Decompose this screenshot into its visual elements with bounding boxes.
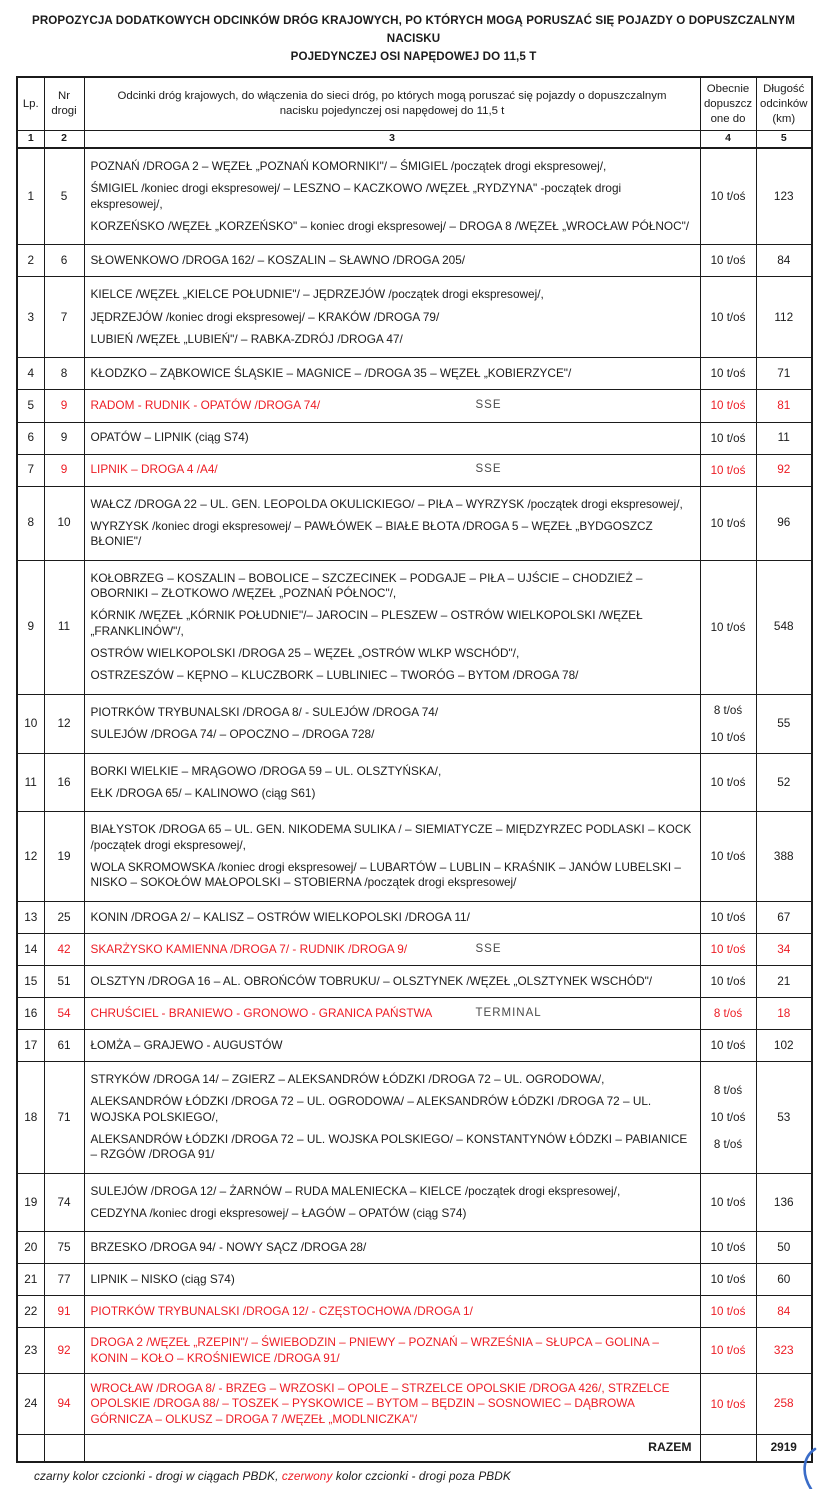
row-road-number: 54	[44, 997, 84, 1029]
row-lp: 10	[17, 694, 44, 753]
row-current-limit	[700, 1296, 756, 1328]
route-segment	[91, 159, 694, 174]
col-header-current-limit: Obecnie dopuszcz one do	[700, 77, 756, 131]
row-description	[84, 997, 700, 1029]
row-length-km: 34	[756, 933, 812, 965]
row-length-km: 102	[756, 1029, 812, 1061]
row-road-number: 7	[44, 277, 84, 358]
route-segment	[91, 646, 694, 661]
summary-label: RAZEM	[84, 1435, 700, 1462]
row-lp: 20	[17, 1232, 44, 1264]
row-road-number: 9	[44, 454, 84, 486]
table-row	[17, 933, 812, 965]
axle-limit-value: 10 t/oś	[710, 399, 746, 413]
route-segment	[91, 860, 694, 891]
axle-limit-value: 10 t/oś	[710, 910, 746, 924]
row-lp: 11	[17, 753, 44, 812]
route-segment-text: KÓRNIK /WĘZEŁ „KÓRNIK POŁUDNIE"/– JAROCIN – PLESZEW – OSTRÓW WIELKOPOLSKI /WĘZEŁ „FRANKLINÓW"/,	[90, 608, 643, 638]
row-road-number: 91	[44, 1296, 84, 1328]
legend-part-black: czarny kolor czcionki - drogi w ciągach PBDK,	[34, 1468, 282, 1483]
table-row	[17, 277, 812, 358]
row-road-number: 8	[44, 358, 84, 390]
row-length-km: 50	[756, 1232, 812, 1264]
document-title	[16, 12, 811, 66]
table-row	[17, 560, 812, 694]
row-road-number: 71	[44, 1062, 84, 1174]
route-segment	[91, 1072, 694, 1087]
axle-limit-value: 10 t/oś	[710, 516, 746, 530]
route-segment	[91, 253, 694, 268]
row-length-km: 258	[756, 1374, 812, 1435]
axle-limit-value: 10 t/oś	[710, 310, 746, 324]
pen-mark	[793, 1447, 821, 1489]
row-length-km: 92	[756, 454, 812, 486]
route-segment-text: KORZEŃSKO /WĘZEŁ „KORZEŃSKO" – koniec drogi ekspresowej/ – DROGA 8 /WĘZEŁ „WROCŁAW PÓŁNOC"/	[90, 219, 690, 234]
row-current-limit	[700, 390, 756, 422]
route-segment	[91, 1006, 694, 1021]
row-lp: 1	[17, 148, 44, 245]
row-road-number: 10	[44, 486, 84, 560]
route-segment-text: OSTRÓW WIELKOPOLSKI /DROGA 25 – WĘZEŁ „OSTRÓW WLKP WSCHÓD"/,	[90, 645, 520, 660]
table-row	[17, 1232, 812, 1264]
route-segment	[91, 398, 694, 413]
route-segment-text: ŚMIGIEL /koniec drogi ekspresowej/ – LESZNO – KACZKOWO /WĘZEŁ „RYDZYNA" -początek drogi ekspresowej/,	[90, 181, 622, 211]
segment-note: SSE	[475, 942, 502, 955]
column-number-1: 1	[17, 131, 44, 148]
row-description	[84, 390, 700, 422]
row-road-number: 75	[44, 1232, 84, 1264]
column-number-3: 3	[84, 131, 700, 148]
route-segment	[91, 705, 694, 720]
row-length-km: 55	[756, 694, 812, 753]
route-segment	[91, 974, 694, 989]
axle-limit-value: 10 t/oś	[710, 463, 746, 477]
route-segment-text: SULEJÓW /DROGA 74/ – OPOCZNO – /DROGA 728/	[90, 727, 375, 742]
segment-note: TERMINAL	[475, 1006, 542, 1019]
summary-total-km: 2919	[756, 1435, 812, 1462]
row-description	[84, 245, 700, 277]
row-lp: 2	[17, 245, 44, 277]
route-segment	[91, 668, 694, 683]
row-current-limit	[700, 148, 756, 245]
row-lp: 24	[17, 1374, 44, 1435]
route-segment-text: BORKI WIELKIE – MRĄGOWO /DROGA 59 – UL. OLSZTYŃSKA/,	[90, 763, 442, 778]
table-row	[17, 1173, 812, 1232]
row-lp: 7	[17, 454, 44, 486]
row-road-number: 9	[44, 390, 84, 422]
road-sections-table	[16, 76, 813, 1463]
axle-limit-value: 10 t/oś	[710, 431, 746, 445]
route-segment	[91, 910, 694, 925]
row-description	[84, 358, 700, 390]
table-row	[17, 1328, 812, 1374]
row-current-limit	[700, 422, 756, 454]
row-lp: 4	[17, 358, 44, 390]
axle-limit-value: 10 t/oś	[710, 974, 746, 988]
row-current-limit	[700, 245, 756, 277]
row-lp: 22	[17, 1296, 44, 1328]
route-segment-text: SŁOWENKOWO /DROGA 162/ – KOSZALIN – SŁAWNO /DROGA 205/	[90, 253, 466, 268]
row-road-number: 19	[44, 812, 84, 901]
row-length-km: 11	[756, 422, 812, 454]
route-segment-text: JĘDRZEJÓW /koniec drogi ekspresowej/ – KRAKÓW /DROGA 79/	[90, 309, 440, 324]
table-row	[17, 390, 812, 422]
route-segment	[91, 519, 694, 550]
route-segment	[91, 430, 694, 445]
route-segment-text: RADOM - RUDNIK - OPATÓW /DROGA 74/	[90, 398, 321, 413]
table-row	[17, 422, 812, 454]
axle-limit-value: 8 t/oś	[713, 703, 743, 717]
route-segment-text: BIAŁYSTOK /DROGA 65 – UL. GEN. NIKODEMA SULIKA / – SIEMIATYCZE – MIĘDZYRZEC PODLASKI – KOCK /początek drogi ekspresowej/,	[90, 822, 692, 852]
column-number-4: 4	[700, 131, 756, 148]
row-current-limit	[700, 753, 756, 812]
row-current-limit	[700, 358, 756, 390]
col-header-nr-drogi: Nr drogi	[44, 77, 84, 131]
row-length-km: 388	[756, 812, 812, 901]
summary-row	[17, 1435, 812, 1462]
route-segment	[91, 219, 694, 234]
row-lp: 15	[17, 965, 44, 997]
route-segment-text: EŁK /DROGA 65/ – KALINOWO (ciąg S61)	[90, 786, 316, 801]
route-segment	[91, 1038, 694, 1053]
route-segment	[91, 366, 694, 381]
table-row	[17, 812, 812, 901]
route-segment-text: PIOTRKÓW TRYBUNALSKI /DROGA 8/ - SULEJÓW /DROGA 74/	[90, 704, 439, 719]
axle-limit-value: 10 t/oś	[710, 254, 746, 268]
route-segment	[91, 1206, 694, 1221]
route-segment-text: OSTRZESZÓW – KĘPNO – KLUCZBORK – LUBLINIEC – TWORÓG – BYTOM /DROGA 78/	[90, 668, 579, 683]
axle-limit-value: 10 t/oś	[710, 850, 746, 863]
table-row	[17, 997, 812, 1029]
table-row	[17, 1029, 812, 1061]
route-segment-text: KŁODZKO – ZĄBKOWICE ŚLĄSKIE – MAGNICE – /DROGA 35 – WĘZEŁ „KOBIERZYCE"/	[90, 366, 572, 381]
row-current-limit	[700, 901, 756, 933]
route-segment	[91, 1381, 694, 1427]
row-length-km: 323	[756, 1328, 812, 1374]
table-row	[17, 454, 812, 486]
route-segment	[91, 727, 694, 742]
table-row	[17, 358, 812, 390]
axle-limit-value: 10 t/oś	[710, 1195, 746, 1209]
summary-nr-empty	[44, 1435, 84, 1462]
row-current-limit	[700, 694, 756, 753]
row-road-number: 42	[44, 933, 84, 965]
route-segment-text: KIELCE /WĘZEŁ „KIELCE POŁUDNIE"/ – JĘDRZEJÓW /początek drogi ekspresowej/,	[90, 287, 544, 302]
row-road-number: 25	[44, 901, 84, 933]
row-road-number: 74	[44, 1173, 84, 1232]
row-lp: 17	[17, 1029, 44, 1061]
route-segment-text: LIPNIK – DROGA 4 /A4/	[90, 462, 218, 477]
table-row	[17, 965, 812, 997]
route-segment-text: KONIN /DROGA 2/ – KALISZ – OSTRÓW WIELKOPOLSKI /DROGA 11/	[90, 909, 470, 924]
axle-limit-value: 10 t/oś	[710, 1397, 746, 1411]
row-lp: 23	[17, 1328, 44, 1374]
row-lp: 8	[17, 486, 44, 560]
table-row	[17, 753, 812, 812]
axle-limit-value: 10 t/oś	[710, 1241, 746, 1255]
axle-limit-value: 10 t/oś	[710, 1038, 746, 1052]
table-row	[17, 1374, 812, 1435]
route-segment-text: OPATÓW – LIPNIK (ciąg S74)	[90, 430, 249, 445]
column-number-2: 2	[44, 131, 84, 148]
row-road-number: 12	[44, 694, 84, 753]
row-length-km: 84	[756, 1296, 812, 1328]
title-line-2: POJEDYNCZEJ OSI NAPĘDOWEJ DO 11,5 T	[290, 49, 537, 63]
route-segment	[91, 786, 694, 801]
legend-note	[34, 1469, 811, 1483]
route-segment-text: CHRUŚCIEL - BRANIEWO - GRONOWO - GRANICA PAŃSTWA	[90, 1005, 433, 1020]
route-segment-text: PIOTRKÓW TRYBUNALSKI /DROGA 12/ - CZĘSTOCHOWA /DROGA 1/	[90, 1304, 473, 1319]
row-current-limit	[700, 1374, 756, 1435]
route-segment	[91, 608, 694, 639]
row-length-km: 96	[756, 486, 812, 560]
route-segment	[91, 287, 694, 302]
route-segment-text: OLSZTYN /DROGA 16 – AL. OBROŃCÓW TOBRUKU/ – OLSZTYNEK /WĘZEŁ „OLSZTYNEK WSCHÓD"/	[90, 973, 653, 988]
axle-limit-value: 10 t/oś	[710, 1273, 746, 1287]
row-lp: 5	[17, 390, 44, 422]
legend-part-rest: kolor czcionki - drogi poza PBDK	[332, 1468, 511, 1483]
row-current-limit	[700, 1232, 756, 1264]
row-road-number: 16	[44, 753, 84, 812]
row-lp: 9	[17, 560, 44, 694]
segment-note: SSE	[475, 399, 502, 412]
route-segment	[91, 1094, 694, 1125]
summary-limit-empty	[700, 1435, 756, 1462]
route-segment-text: WOLA SKROMOWSKA /koniec drogi ekspresowej/ – LUBARTÓW – LUBLIN – KRAŚNIK – JANÓW LUBELSKI – NISKO – SOKOŁÓW MAŁOPOLSKI – STOBIERNA /początek drogi ekspresowej/	[90, 860, 681, 890]
row-description	[84, 901, 700, 933]
row-road-number: 61	[44, 1029, 84, 1061]
route-segment	[91, 764, 694, 779]
row-description	[84, 277, 700, 358]
axle-limit-value: 10 t/oś	[710, 1344, 746, 1358]
route-segment	[91, 1132, 694, 1163]
axle-limit-value: 8 t/oś	[713, 1006, 743, 1020]
route-segment	[91, 462, 694, 477]
row-lp: 14	[17, 933, 44, 965]
row-length-km: 548	[756, 560, 812, 694]
row-length-km: 60	[756, 1264, 812, 1296]
row-length-km: 81	[756, 390, 812, 422]
row-description	[84, 1029, 700, 1061]
route-segment-text: ŁOMŻA – GRAJEWO - AUGUSTÓW	[90, 1037, 283, 1052]
row-current-limit	[700, 1328, 756, 1374]
row-current-limit	[700, 997, 756, 1029]
row-length-km: 21	[756, 965, 812, 997]
route-segment-text: SKARŻYSKO KAMIENNA /DROGA 7/ - RUDNIK /DROGA 9/	[90, 941, 408, 956]
axle-limit-value: 10 t/oś	[710, 942, 746, 956]
column-number-5: 5	[756, 131, 812, 148]
row-description	[84, 933, 700, 965]
row-current-limit	[700, 812, 756, 901]
table-row	[17, 148, 812, 245]
row-length-km: 53	[756, 1062, 812, 1174]
row-length-km: 136	[756, 1173, 812, 1232]
row-current-limit	[700, 454, 756, 486]
row-current-limit	[700, 560, 756, 694]
row-description	[84, 694, 700, 753]
row-length-km: 71	[756, 358, 812, 390]
table-row	[17, 901, 812, 933]
row-lp: 6	[17, 422, 44, 454]
row-length-km: 52	[756, 753, 812, 812]
axle-limit-value: 8 t/oś	[713, 1083, 743, 1097]
row-current-limit	[700, 486, 756, 560]
col-header-length: Długość odcinków (km)	[756, 77, 812, 131]
route-segment	[91, 310, 694, 325]
row-length-km: 84	[756, 245, 812, 277]
route-segment-text: ALEKSANDRÓW ŁÓDZKI /DROGA 72 – UL. OGRODOWA/ – ALEKSANDRÓW ŁÓDZKI /DROGA 72 – UL. WOJSKA POLSKIEGO/,	[90, 1094, 652, 1124]
table-header-row	[17, 77, 812, 131]
row-road-number: 11	[44, 560, 84, 694]
row-description	[84, 1296, 700, 1328]
row-current-limit	[700, 965, 756, 997]
col-header-description: Odcinki dróg krajowych, do włączenia do sieci dróg, po których mogą poruszać się pojazdy o dopuszczalnym nacisku pojedynczej osi napędowej do 11,5 t	[84, 77, 700, 131]
title-line-1: PROPOZYCJA DODATKOWYCH ODCINKÓW DRÓG KRAJOWYCH, PO KTÓRYCH MOGĄ PORUSZAĆ SIĘ POJAZDY O DOPUSZCZALNYM NACISKU	[32, 14, 795, 45]
route-segment	[91, 497, 694, 512]
row-description	[84, 148, 700, 245]
axle-limit-value: 10 t/oś	[710, 730, 746, 744]
row-road-number: 92	[44, 1328, 84, 1374]
row-lp: 21	[17, 1264, 44, 1296]
row-length-km: 123	[756, 148, 812, 245]
route-segment-text: WROCŁAW /DROGA 8/ - BRZEG – WRZOSKI – OPOLE – STRZELCE OPOLSKIE /DROGA 426/, STRZELCE OPOLSKIE /DROGA 88/ – TOSZEK – PYSKOWICE – BYTOM – BĘDZIN – SOSNOWIEC – DĄBROWA GÓRNICZA – OLKUSZ – DROGA 7 /WĘZEŁ „MODLNICZKA"/	[90, 1381, 670, 1426]
row-length-km: 18	[756, 997, 812, 1029]
table-row	[17, 245, 812, 277]
column-number-row	[17, 131, 812, 148]
row-current-limit	[700, 1062, 756, 1174]
row-current-limit	[700, 277, 756, 358]
row-description	[84, 486, 700, 560]
col-header-lp: Lp.	[17, 77, 44, 131]
route-segment-text: SULEJÓW /DROGA 12/ – ŻARNÓW – RUDA MALENIECKA – KIELCE /początek drogi ekspresowej/,	[90, 1183, 621, 1198]
table-row	[17, 1062, 812, 1174]
route-segment	[91, 822, 694, 853]
row-description	[84, 1232, 700, 1264]
route-segment	[91, 942, 694, 957]
row-description	[84, 1173, 700, 1232]
row-description	[84, 422, 700, 454]
row-lp: 3	[17, 277, 44, 358]
route-segment-text: POZNAŃ /DROGA 2 – WĘZEŁ „POZNAŃ KOMORNIKI"/ – ŚMIGIEL /początek drogi ekspresowej/,	[90, 159, 607, 174]
row-road-number: 51	[44, 965, 84, 997]
row-road-number: 94	[44, 1374, 84, 1435]
route-segment	[91, 571, 694, 602]
row-description	[84, 454, 700, 486]
row-description	[84, 560, 700, 694]
table-row	[17, 694, 812, 753]
route-segment-text: CEDZYNA /koniec drogi ekspresowej/ – ŁAGÓW – OPATÓW (ciąg S74)	[90, 1205, 467, 1220]
route-segment	[91, 1335, 694, 1366]
route-segment-text: LIPNIK – NISKO (ciąg S74)	[90, 1272, 235, 1287]
row-current-limit	[700, 1173, 756, 1232]
route-segment	[91, 332, 694, 347]
row-road-number: 5	[44, 148, 84, 245]
row-lp: 19	[17, 1173, 44, 1232]
row-description	[84, 812, 700, 901]
row-road-number: 9	[44, 422, 84, 454]
row-lp: 16	[17, 997, 44, 1029]
route-segment-text: LUBIEŃ /WĘZEŁ „LUBIEŃ"/ – RABKA-ZDRÓJ /DROGA 47/	[90, 332, 403, 347]
route-segment-text: ALEKSANDRÓW ŁÓDZKI /DROGA 72 – UL. WOJSKA POLSKIEGO/ – KONSTANTYNÓW ŁÓDZKI – PABIANICE – RZGÓW /DROGA 91/	[90, 1131, 688, 1162]
axle-limit-value: 10 t/oś	[710, 1305, 746, 1319]
row-lp: 18	[17, 1062, 44, 1174]
axle-limit-value: 8 t/oś	[713, 1137, 743, 1151]
row-current-limit	[700, 1029, 756, 1061]
row-length-km: 112	[756, 277, 812, 358]
summary-lp-empty	[17, 1435, 44, 1462]
route-segment	[91, 1240, 694, 1255]
row-current-limit	[700, 933, 756, 965]
axle-limit-value: 10 t/oś	[710, 190, 746, 204]
route-segment	[91, 1304, 694, 1319]
row-description	[84, 1374, 700, 1435]
row-description	[84, 965, 700, 997]
row-description	[84, 1062, 700, 1174]
axle-limit-value: 10 t/oś	[710, 620, 746, 634]
table-row	[17, 486, 812, 560]
route-segment-text: WAŁCZ /DROGA 22 – UL. GEN. LEOPOLDA OKULICKIEGO/ – PIŁA – WYRZYSK /początek drogi ekspresowej/,	[90, 496, 683, 511]
row-road-number: 77	[44, 1264, 84, 1296]
table-row	[17, 1296, 812, 1328]
route-segment-text: WYRZYSK /koniec drogi ekspresowej/ – PAWŁÓWEK – BIAŁE BŁOTA /DROGA 5 – WĘZEŁ „BYDGOSZCZ BŁONIE"/	[90, 518, 653, 549]
route-segment-text: STRYKÓW /DROGA 14/ – ZGIERZ – ALEKSANDRÓW ŁÓDZKI /DROGA 72 – UL. OGRODOWA/,	[90, 1072, 605, 1086]
row-lp: 12	[17, 812, 44, 901]
segment-note: SSE	[475, 463, 502, 476]
axle-limit-value: 10 t/oś	[710, 776, 746, 790]
row-length-km: 67	[756, 901, 812, 933]
route-segment-text: BRZESKO /DROGA 94/ - NOWY SĄCZ /DROGA 28/	[90, 1240, 367, 1255]
row-description	[84, 753, 700, 812]
row-description	[84, 1328, 700, 1374]
legend-word-red: czerwony	[281, 1468, 333, 1483]
route-segment	[91, 1184, 694, 1199]
axle-limit-value: 10 t/oś	[710, 367, 746, 381]
row-lp: 13	[17, 901, 44, 933]
route-segment-text: DROGA 2 /WĘZEŁ „RZEPIN"/ – ŚWIEBODZIN – PNIEWY – POZNAŃ – WRZEŚNIA – SŁUPCA – GOLINA – KONIN – KOŁO – KROŚNIEWICE /DROGA 91/	[90, 1335, 659, 1365]
route-segment	[91, 181, 694, 212]
row-road-number: 6	[44, 245, 84, 277]
route-segment-text: KOŁOBRZEG – KOSZALIN – BOBOLICE – SZCZECINEK – PODGAJE – PIŁA – UJŚCIE – CHODZIEŻ – OBORNIKI – ZŁOTKOWO /WĘZEŁ „POZNAŃ PÓŁNOC"/,	[90, 570, 643, 600]
axle-limit-value: 10 t/oś	[710, 1110, 746, 1124]
